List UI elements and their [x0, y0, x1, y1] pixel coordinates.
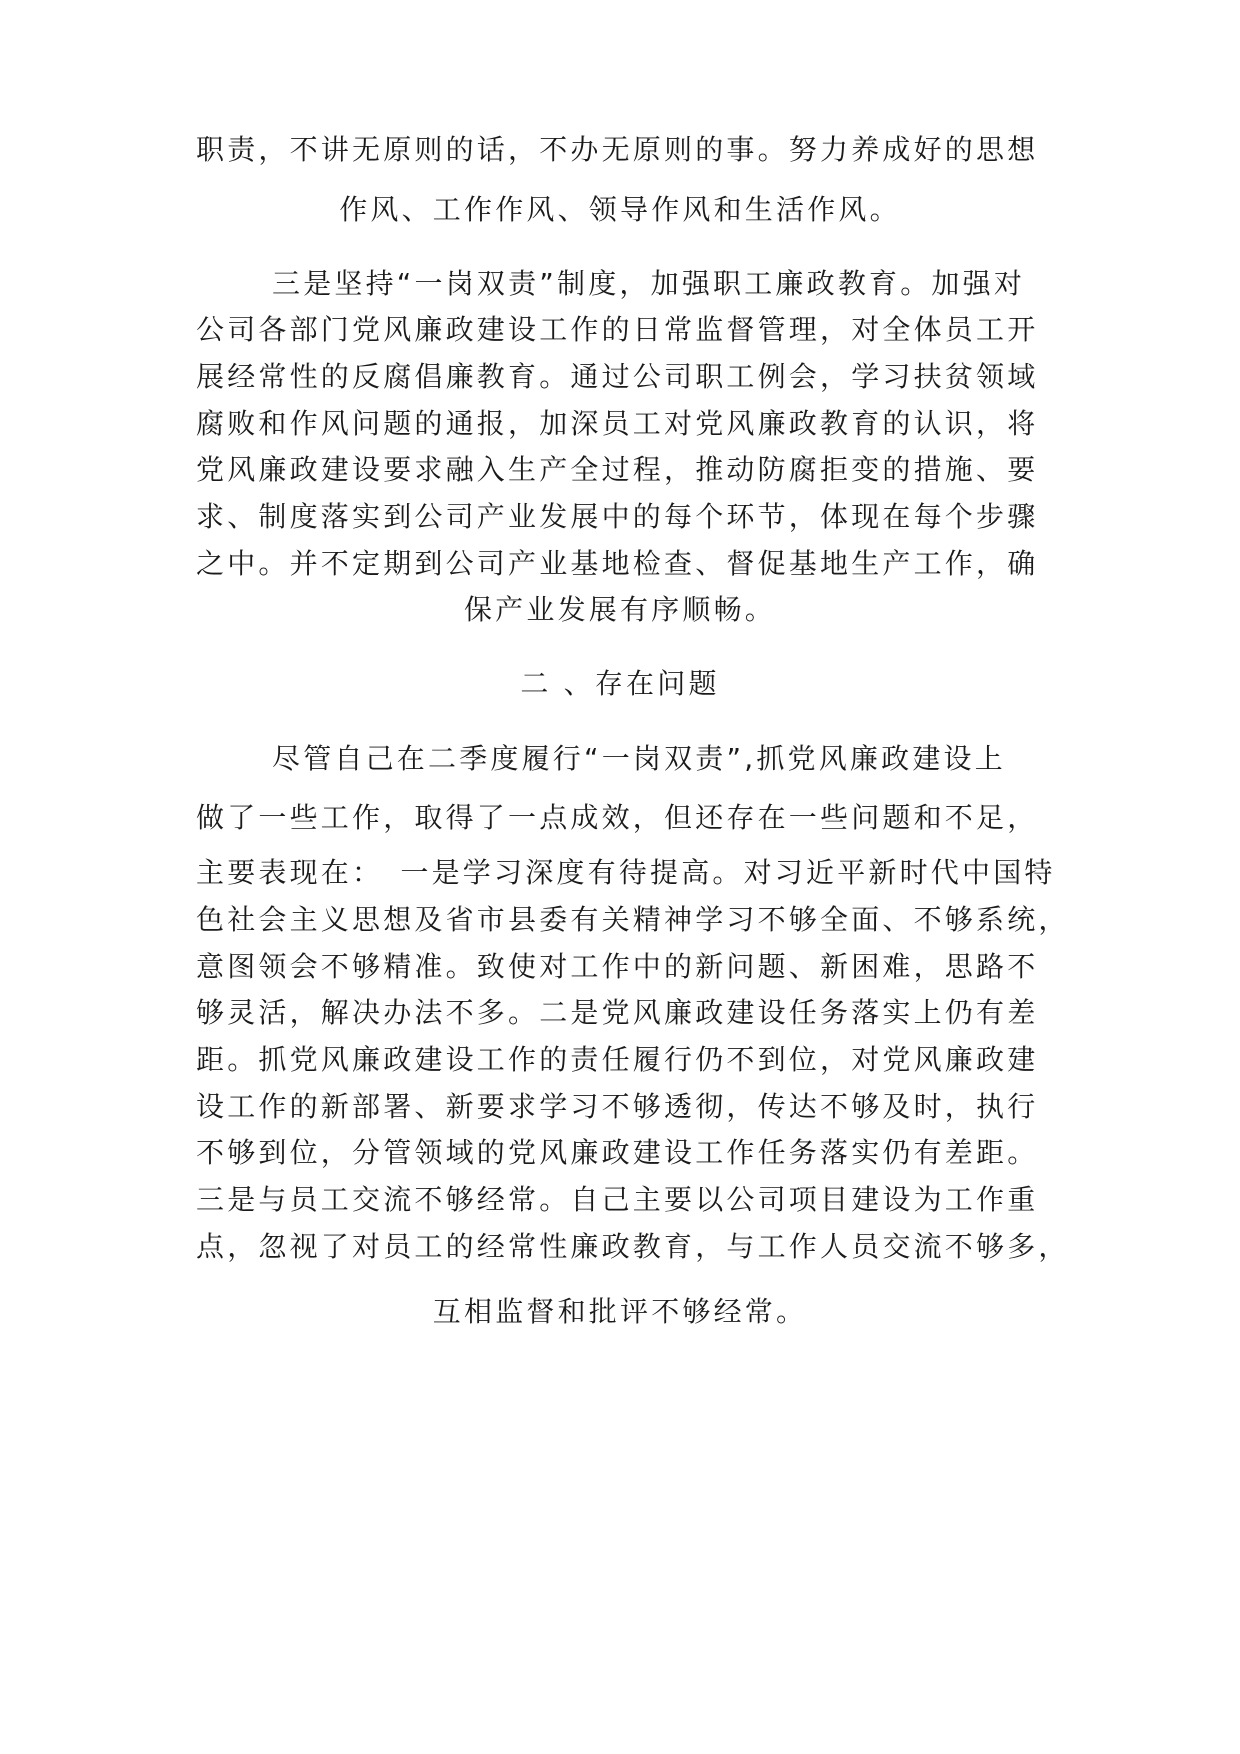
text-line: 距。抓党风廉政建设工作的责任履行仍不到位，对党风廉政建: [196, 1043, 1039, 1076]
paragraph-first-line: 三是坚持“一岗双责”制度，加强职工廉政教育。加强对: [272, 267, 1026, 300]
text-line: 保产业发展有序顺畅。: [463, 593, 776, 626]
text-line: 三是与员工交流不够经常。自己主要以公司项目建设为工作重: [196, 1183, 1039, 1216]
text-line: 腐败和作风问题的通报，加深员工对党风廉政教育的认识，将: [196, 407, 1039, 440]
text-line: 求、制度落实到公司产业发展中的每个环节，体现在每个步骤: [196, 500, 1039, 533]
text-line: 公司各部门党风廉政建设工作的日常监督管理，对全体员工开: [196, 313, 1039, 346]
text-line: 设工作的新部署、新要求学习不够透彻，传达不够及时，执行: [196, 1090, 1039, 1123]
text-line: 主要表现在： 一是学习深度有待提高。对习近平新时代中国特: [196, 856, 1056, 889]
section-heading: 二 、存在问题: [520, 667, 720, 700]
paragraph-first-line: 尽管自己在二季度履行“一岗双责”,抓党风廉政建设上: [272, 742, 1006, 775]
text-line: 做了一些工作，取得了一点成效，但还存在一些问题和不足，: [196, 801, 1039, 834]
text-line: 色社会主义思想及省市县委有关精神学习不够全面、不够系统，: [196, 903, 1070, 936]
text-line: 点，忽视了对员工的经常性廉政教育，与工作人员交流不够多，: [196, 1230, 1070, 1263]
text-line: 不够到位，分管领域的党风廉政建设工作任务落实仍有差距。: [196, 1136, 1039, 1169]
text-line: 展经常性的反腐倡廉教育。通过公司职工例会，学习扶贫领域: [196, 360, 1039, 393]
text-line: 职责，不讲无原则的话，不办无原则的事。努力养成好的思想: [196, 133, 1039, 166]
text-line: 之中。并不定期到公司产业基地检查、督促基地生产工作，确: [196, 547, 1039, 580]
text-line: 党风廉政建设要求融入生产全过程，推动防腐拒变的措施、要: [196, 453, 1039, 486]
text-line: 够灵活，解决办法不多。二是党风廉政建设任务落实上仍有差: [196, 996, 1039, 1029]
text-line: 作风、工作作风、领导作风和生活作风。: [339, 193, 901, 226]
text-line: 互相监督和批评不够经常。: [432, 1295, 808, 1328]
text-line: 意图领会不够精准。致使对工作中的新问题、新困难，思路不: [196, 950, 1039, 983]
